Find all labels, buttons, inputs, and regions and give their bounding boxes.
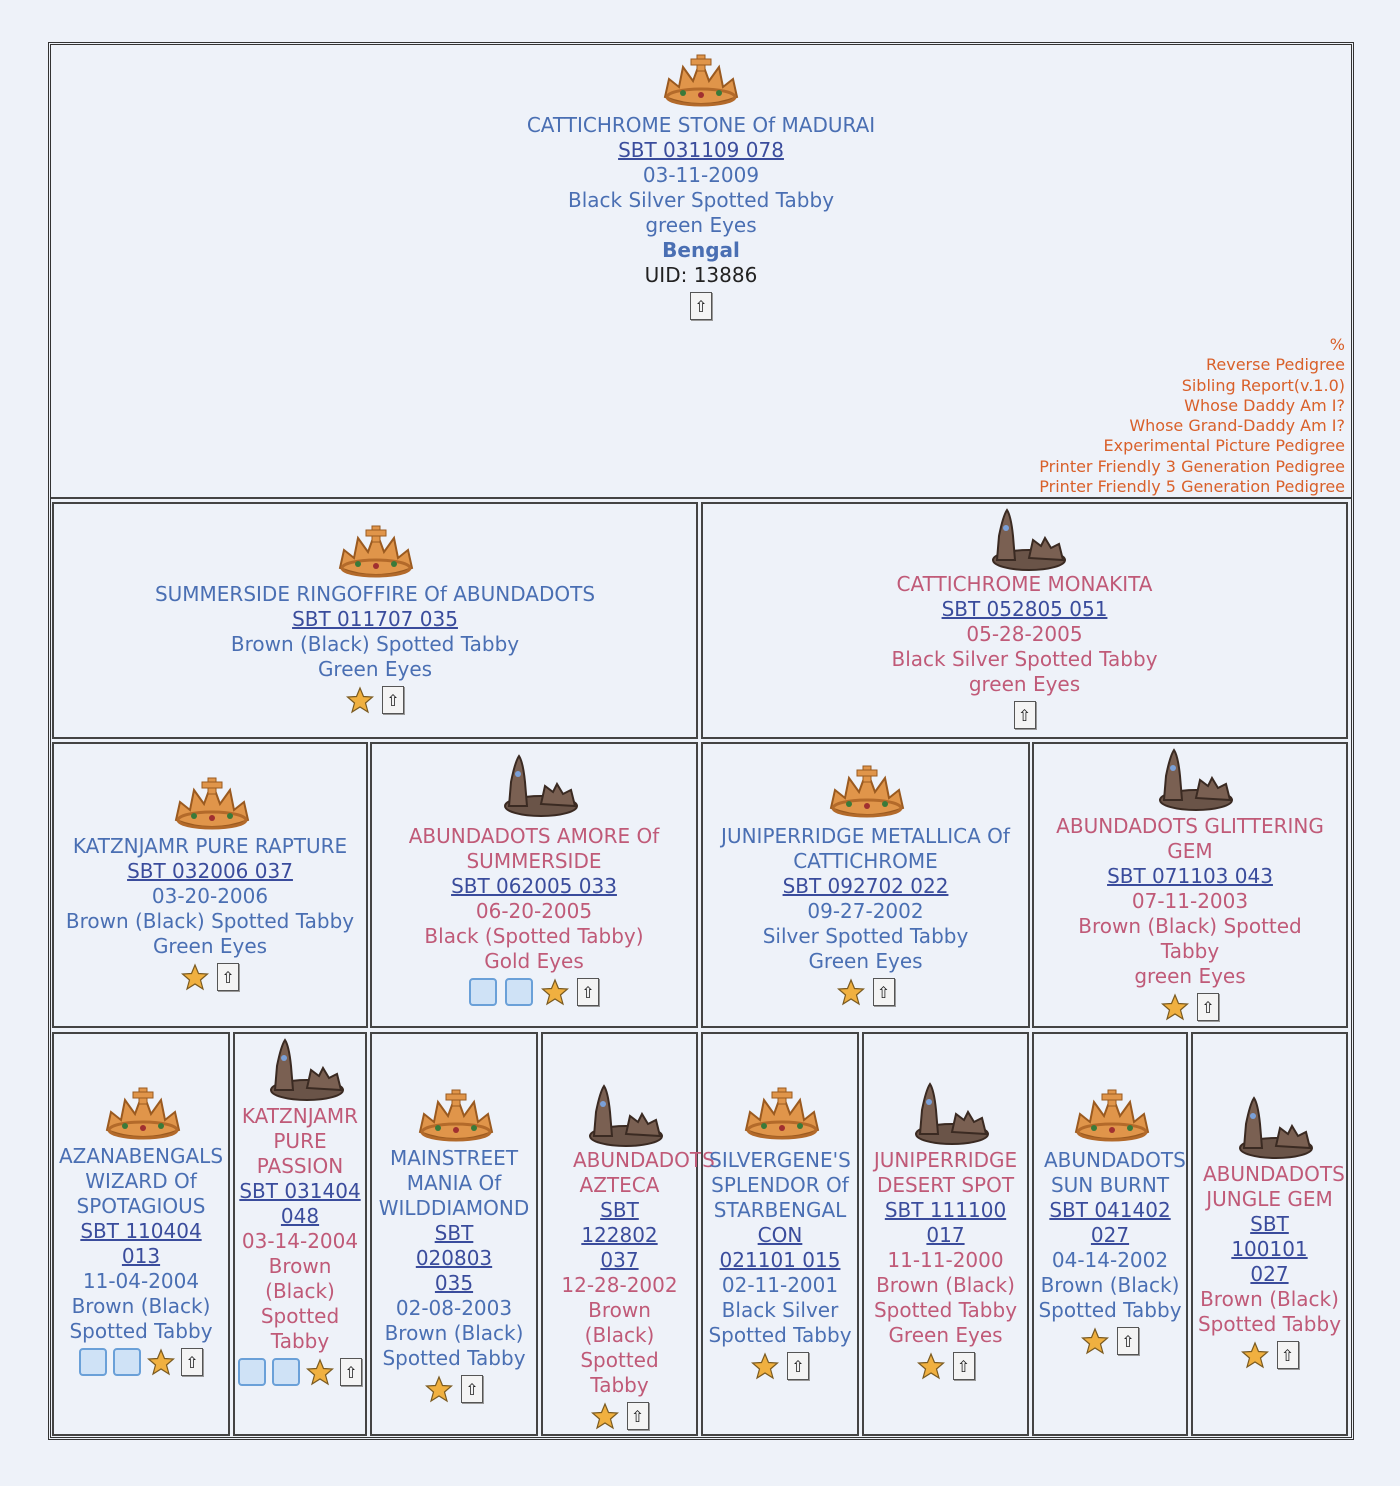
up-arrow-button[interactable]: ⇧	[953, 1352, 975, 1380]
gen4-dob: 04-14-2002	[1051, 1248, 1169, 1272]
gen4-registration-link[interactable]: SBT 111100 017	[884, 1198, 1007, 1247]
dam-dob: 05-28-2005	[966, 622, 1083, 646]
male-crown-icon	[1072, 1088, 1152, 1144]
experimental-picture-pedigree-link[interactable]: Experimental Picture Pedigree	[1103, 436, 1345, 456]
female-crown-icon	[491, 754, 581, 820]
gen3-eyes: green Eyes	[1134, 964, 1246, 988]
gen3-eyes: Gold Eyes	[484, 949, 584, 973]
subject-breed: Bengal	[662, 238, 740, 262]
sire-color: Brown (Black) Spotted Tabby	[230, 632, 520, 656]
subject-eyes: green Eyes	[645, 213, 757, 237]
reverse-pedigree-link[interactable]: Reverse Pedigree	[1206, 355, 1345, 375]
gen4-name: JUNIPERRIDGE DESERT SPOT	[873, 1148, 1018, 1197]
up-arrow-button[interactable]: ⇧	[577, 978, 599, 1006]
star-icon[interactable]	[181, 963, 209, 991]
gen4-cell-1	[52, 1032, 230, 1436]
gen4-registration-link[interactable]: CON 021101 015	[719, 1223, 841, 1272]
up-arrow-button[interactable]: ⇧	[340, 1358, 362, 1386]
gen4-registration-link[interactable]: SBT 100101 027	[1231, 1212, 1308, 1286]
star-icon[interactable]	[346, 686, 374, 714]
male-crown-icon	[103, 1086, 183, 1142]
up-arrow-button[interactable]: ⇧	[627, 1402, 649, 1430]
gen4-dob: 02-11-2001	[721, 1273, 839, 1297]
gen4-color: Brown (Black) Spotted Tabby	[260, 1254, 340, 1353]
star-icon[interactable]	[591, 1402, 619, 1430]
sire-cell	[52, 502, 698, 739]
gen4-color: Brown (Black) Spotted Tabby	[580, 1298, 659, 1397]
gen3-cell-3	[701, 742, 1030, 1028]
person-badge-icon[interactable]	[79, 1348, 107, 1376]
gen4-dob: 11-11-2000	[887, 1248, 1004, 1272]
gen4-registration-link[interactable]: SBT 020803 035	[415, 1221, 493, 1295]
gen4-name: ABUNDADOTS JUNGLE GEM	[1203, 1162, 1345, 1211]
up-arrow-button[interactable]: ⇧	[873, 978, 895, 1006]
gen3-name: JUNIPERRIDGE METALLICA Of CATTICHROME	[721, 824, 1010, 873]
gen3-cell-4	[1032, 742, 1348, 1028]
person-badge-icon[interactable]	[238, 1358, 266, 1386]
gen3-cell-2	[370, 742, 698, 1028]
dam-color: Black Silver Spotted Tabby	[891, 647, 1158, 671]
up-arrow-button[interactable]: ⇧	[1117, 1327, 1139, 1355]
gen3-registration-link[interactable]: SBT 062005 033	[451, 874, 617, 898]
printer-3-generation-link[interactable]: Printer Friendly 3 Generation Pedigree	[1039, 456, 1345, 476]
gen4-eyes: Green Eyes	[888, 1323, 1003, 1347]
star-icon[interactable]	[1081, 1327, 1109, 1355]
gen3-dob: 07-11-2003	[1131, 889, 1249, 913]
sire-name: SUMMERSIDE RINGOFFIRE Of ABUNDADOTS	[154, 582, 596, 606]
gen4-dob: 12-28-2002	[561, 1273, 678, 1297]
dam-registration-link[interactable]: SBT 052805 051	[941, 597, 1108, 621]
gen3-dob: 06-20-2005	[475, 899, 593, 923]
gen3-registration-link[interactable]: SBT 092702 022	[782, 874, 949, 898]
female-crown-icon	[902, 1082, 992, 1148]
gen4-name: ABUNDADOTS SUN BURNT	[1044, 1148, 1186, 1197]
star-icon[interactable]	[1161, 993, 1189, 1021]
gen4-cell-3	[370, 1032, 538, 1436]
star-icon[interactable]	[147, 1348, 175, 1376]
gen4-dob: 03-14-2004	[241, 1229, 359, 1253]
gen4-name: MAINSTREET MANIA Of WILDDIAMOND	[378, 1146, 530, 1220]
star-icon[interactable]	[751, 1352, 779, 1380]
dam-eyes: green Eyes	[968, 672, 1081, 696]
gen3-dob: 03-20-2006	[151, 884, 269, 908]
gen3-registration-link[interactable]: SBT 032006 037	[127, 859, 293, 883]
up-arrow-button[interactable]: ⇧	[787, 1352, 809, 1380]
gen4-name: SILVERGENE'S SPLENDOR Of STARBENGAL	[709, 1148, 851, 1222]
star-icon[interactable]	[425, 1375, 453, 1403]
male-crown-icon	[742, 1086, 822, 1142]
star-icon[interactable]	[917, 1352, 945, 1380]
up-arrow-button[interactable]: ⇧	[690, 292, 712, 320]
star-icon[interactable]	[306, 1358, 334, 1386]
gen3-eyes: Green Eyes	[808, 949, 923, 973]
male-crown-icon	[336, 524, 416, 580]
up-arrow-button[interactable]: ⇧	[1014, 701, 1036, 729]
star-icon[interactable]	[1241, 1341, 1269, 1369]
up-arrow-button[interactable]: ⇧	[1197, 993, 1219, 1021]
female-crown-icon	[257, 1038, 347, 1104]
gen3-name: ABUNDADOTS AMORE Of SUMMERSIDE	[408, 824, 660, 873]
gen4-color: Brown (Black) Spotted Tabby	[382, 1321, 526, 1370]
gen4-registration-link[interactable]: SBT 041402 027	[1049, 1198, 1171, 1247]
dam-name: CATTICHROME MONAKITA	[896, 572, 1153, 596]
female-crown-icon	[979, 508, 1069, 574]
star-icon[interactable]	[541, 978, 569, 1006]
percent-link[interactable]: %	[1329, 335, 1345, 354]
gen4-cell-6	[862, 1032, 1029, 1436]
sire-eyes: Green Eyes	[317, 657, 433, 681]
gen4-cell-7	[1032, 1032, 1188, 1436]
gen4-cell-4	[541, 1032, 715, 1436]
gen4-color: Brown (Black) Spotted Tabby	[873, 1273, 1018, 1322]
printer-5-generation-link[interactable]: Printer Friendly 5 Generation Pedigree	[1039, 477, 1345, 497]
gen4-name: AZANABENGALS WIZARD Of SPOTAGIOUS	[58, 1144, 224, 1218]
gen3-cell-1	[52, 742, 368, 1028]
gen4-registration-link[interactable]: SBT 031404 048	[239, 1179, 361, 1228]
gen3-dob: 09-27-2002	[807, 899, 924, 923]
up-arrow-button[interactable]: ⇧	[382, 686, 404, 714]
male-crown-icon	[416, 1088, 496, 1144]
sibling-report-link[interactable]: Sibling Report(v.1.0)	[1181, 375, 1345, 395]
subject-cell	[51, 45, 1351, 499]
male-crown-icon	[827, 764, 907, 820]
up-arrow-button[interactable]: ⇧	[217, 963, 239, 991]
gen4-name: ABUNDADOTS AZTECA	[573, 1148, 715, 1197]
gen4-cell-5	[701, 1032, 859, 1436]
up-arrow-button[interactable]: ⇧	[461, 1375, 483, 1403]
up-arrow-button[interactable]: ⇧	[181, 1348, 203, 1376]
gen3-name: ABUNDADOTS GLITTERING GEM	[1056, 814, 1324, 863]
dam-cell	[701, 502, 1348, 739]
gen3-eyes: Green Eyes	[152, 934, 268, 958]
gen3-name: KATZNJAMR PURE RAPTURE	[72, 834, 348, 858]
gen4-dob: 02-08-2003	[395, 1296, 513, 1320]
whose-daddy-link[interactable]: Whose Daddy Am I?	[1184, 395, 1345, 415]
star-icon[interactable]	[837, 978, 865, 1006]
gen4-name: KATZNJAMR PURE PASSION	[241, 1104, 359, 1178]
gen4-dob: 11-04-2004	[82, 1269, 200, 1293]
gen3-color: Silver Spotted Tabby	[762, 924, 969, 948]
gen4-cell-2	[233, 1032, 367, 1436]
male-crown-icon	[661, 53, 741, 109]
person-badge-icon[interactable]	[469, 978, 497, 1006]
gen4-color: Black Silver Spotted Tabby	[708, 1298, 852, 1347]
subject-name: CATTICHROME STONE Of MADURAI	[526, 113, 876, 137]
house-badge-icon[interactable]	[113, 1348, 141, 1376]
gen4-registration-link[interactable]: SBT 122802 037	[581, 1198, 658, 1272]
female-crown-icon	[1146, 748, 1236, 814]
gen3-color: Brown (Black) Spotted Tabby	[65, 909, 355, 933]
gen4-cell-8	[1191, 1032, 1348, 1436]
gen4-color: Brown (Black) Spotted Tabby	[1197, 1287, 1342, 1336]
female-crown-icon	[576, 1084, 666, 1150]
gen4-registration-link[interactable]: SBT 110404 013	[80, 1219, 202, 1268]
subject-registration-link[interactable]: SBT 031109 078	[618, 138, 784, 162]
female-crown-icon	[1226, 1096, 1316, 1162]
house-badge-icon[interactable]	[272, 1358, 300, 1386]
sire-registration-link[interactable]: SBT 011707 035	[292, 607, 458, 631]
subject-color: Black Silver Spotted Tabby	[567, 188, 835, 212]
whose-grand-daddy-link[interactable]: Whose Grand-Daddy Am I?	[1129, 416, 1345, 436]
house-badge-icon[interactable]	[505, 978, 533, 1006]
report-links	[1039, 335, 1345, 497]
gen3-color: Black (Spotted Tabby)	[424, 924, 644, 948]
gen3-color: Brown (Black) Spotted Tabby	[1078, 914, 1302, 963]
male-crown-icon	[172, 776, 252, 832]
gen4-color: Brown (Black) Spotted Tabby	[69, 1294, 213, 1343]
up-arrow-button[interactable]: ⇧	[1277, 1341, 1299, 1369]
gen4-color: Brown (Black) Spotted Tabby	[1038, 1273, 1182, 1322]
gen3-registration-link[interactable]: SBT 071103 043	[1107, 864, 1273, 888]
subject-uid: UID: 13886	[644, 263, 758, 287]
subject-dob: 03-11-2009	[642, 163, 760, 187]
